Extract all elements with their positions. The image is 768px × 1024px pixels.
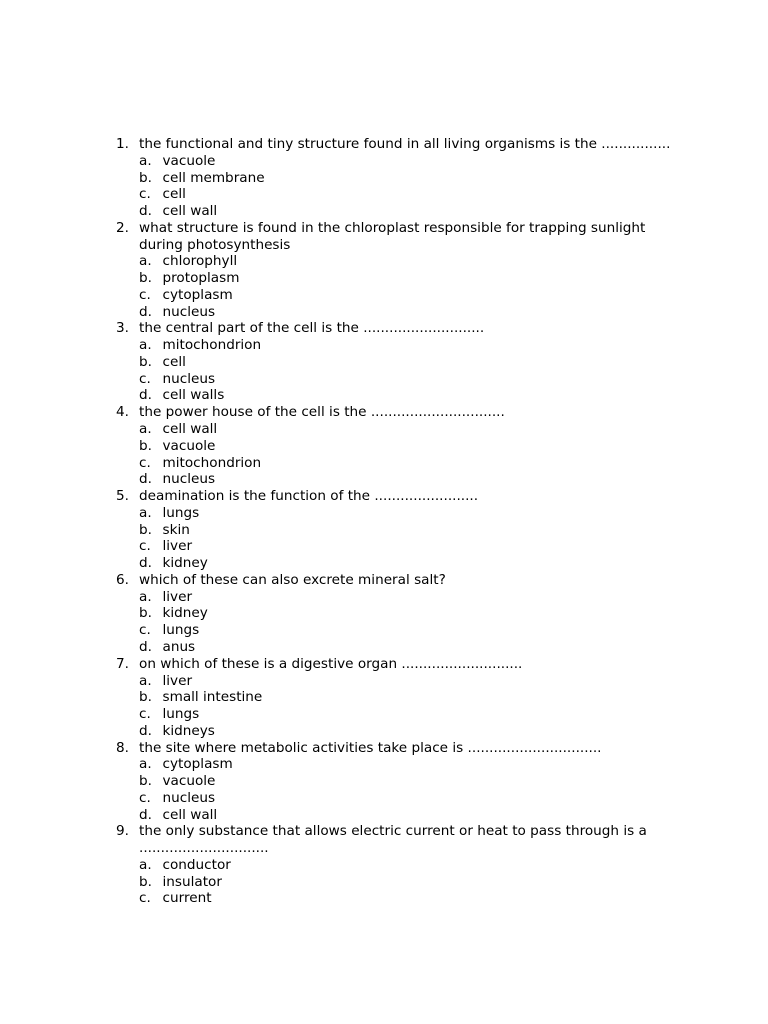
answer-option [139,538,676,555]
option-text: cell membrane [162,169,265,186]
option-list [139,857,676,907]
option-letter: b. [139,270,152,287]
answer-option [139,170,676,187]
option-text: lungs [162,622,200,639]
answer-option [139,874,676,891]
option-text: cytoplasm [162,756,233,773]
answer-option [139,387,676,404]
option-letter: b. [139,353,152,370]
option-list [139,153,676,220]
answer-option [139,773,676,790]
option-text: mitochondrion [162,454,262,471]
answer-option [139,639,676,656]
question-item [116,740,676,824]
option-text: vacuole [162,152,216,169]
option-letter: c. [139,789,151,806]
option-letter: d. [139,471,152,488]
answer-option [139,438,676,455]
option-text: nucleus [162,370,216,387]
answer-option [139,605,676,622]
option-letter: b. [139,169,152,186]
question-item [116,404,676,488]
option-letter: d. [139,722,152,739]
question-text: the power house of the cell is the ............................... [139,404,505,421]
option-text: cell wall [162,421,218,438]
option-list [139,253,676,320]
option-text: vacuole [162,773,216,790]
option-text: liver [162,672,193,689]
answer-option [139,589,676,606]
answer-option [139,673,676,690]
option-letter: c. [139,454,151,471]
option-letter: d. [139,555,152,572]
option-letter: c. [139,538,151,555]
question-item [116,488,676,572]
question-item [116,220,676,321]
answer-option [139,455,676,472]
option-list [139,756,676,823]
option-letter: b. [139,437,152,454]
option-text: chlorophyll [162,253,238,270]
option-letter: b. [139,689,152,706]
question-text: what structure is found in the chloroplast responsible for trapping sunlight during photosynthesis [139,219,646,253]
answer-option [139,756,676,773]
answer-option [139,186,676,203]
answer-option [139,421,676,438]
option-text: mitochondrion [162,337,262,354]
question-item [116,136,676,220]
option-list [139,589,676,656]
option-text: kidney [162,605,208,622]
question-text: which of these can also excrete mineral salt? [139,571,446,588]
question-number: 2. [116,219,129,236]
option-letter: d. [139,806,152,823]
option-text: cell wall [162,806,218,823]
answer-option [139,505,676,522]
question-number: 3. [116,320,129,337]
question-text: deamination is the function of the ........................ [139,488,479,505]
option-text: skin [162,521,190,538]
answer-option [139,203,676,220]
question-item [116,823,676,907]
option-text: kidneys [162,722,215,739]
option-text: nucleus [162,471,216,488]
option-list [139,337,676,404]
question-item [116,320,676,404]
option-text: liver [162,538,193,555]
option-text: kidney [162,555,208,572]
answer-option [139,153,676,170]
option-letter: c. [139,622,151,639]
option-text: insulator [162,873,222,890]
option-text: lungs [162,504,200,521]
option-text: anus [162,638,196,655]
option-letter: b. [139,773,152,790]
question-number: 7. [116,655,129,672]
option-letter: c. [139,186,151,203]
option-letter: c. [139,370,151,387]
option-text: nucleus [162,303,216,320]
answer-option [139,857,676,874]
answer-option [139,622,676,639]
answer-option [139,471,676,488]
option-letter: a. [139,504,152,521]
option-letter: a. [139,756,152,773]
option-text: cell wall [162,203,218,220]
question-text: the central part of the cell is the ............................ [139,320,485,337]
option-letter: a. [139,421,152,438]
option-text: vacuole [162,437,216,454]
question-number: 5. [116,488,129,505]
answer-option [139,555,676,572]
option-letter: b. [139,521,152,538]
option-text: current [162,890,212,907]
option-text: liver [162,588,193,605]
answer-option [139,304,676,321]
option-letter: a. [139,253,152,270]
option-letter: a. [139,588,152,605]
answer-option [139,270,676,287]
question-item [116,656,676,740]
option-text: cell [162,186,186,203]
answer-option [139,890,676,907]
answer-option [139,723,676,740]
answer-option [139,354,676,371]
answer-option [139,522,676,539]
question-number: 8. [116,739,129,756]
option-list [139,505,676,572]
option-letter: d. [139,203,152,220]
option-letter: a. [139,152,152,169]
answer-option [139,689,676,706]
option-text: cell walls [162,387,225,404]
option-letter: c. [139,706,151,723]
option-letter: a. [139,856,152,873]
option-text: nucleus [162,789,216,806]
question-item [116,572,676,656]
question-number: 9. [116,823,129,840]
option-text: cytoplasm [162,286,233,303]
answer-option [139,371,676,388]
option-letter: c. [139,890,151,907]
option-letter: a. [139,337,152,354]
option-letter: b. [139,605,152,622]
option-text: small intestine [162,689,263,706]
question-number: 6. [116,571,129,588]
answer-option [139,706,676,723]
question-list [116,136,676,907]
option-text: protoplasm [162,270,240,287]
option-letter: a. [139,672,152,689]
option-text: lungs [162,706,200,723]
answer-option [139,807,676,824]
option-text: cell [162,353,186,370]
answer-option [139,790,676,807]
answer-option [139,337,676,354]
option-list [139,421,676,488]
option-list [139,673,676,740]
answer-option [139,287,676,304]
question-number: 1. [116,136,129,152]
option-letter: c. [139,286,151,303]
option-letter: d. [139,303,152,320]
question-text: on which of these is a digestive organ ............................ [139,655,523,672]
option-letter: d. [139,387,152,404]
answer-option [139,253,676,270]
question-number: 4. [116,404,129,421]
question-text: the only substance that allows electric current or heat to pass through is a .............................. [139,823,647,857]
option-text: conductor [162,856,231,873]
option-letter: b. [139,873,152,890]
question-text: the site where metabolic activities take place is ............................... [139,739,602,756]
question-text: the functional and tiny structure found in all living organisms is the ................ [139,136,671,152]
option-letter: d. [139,638,152,655]
